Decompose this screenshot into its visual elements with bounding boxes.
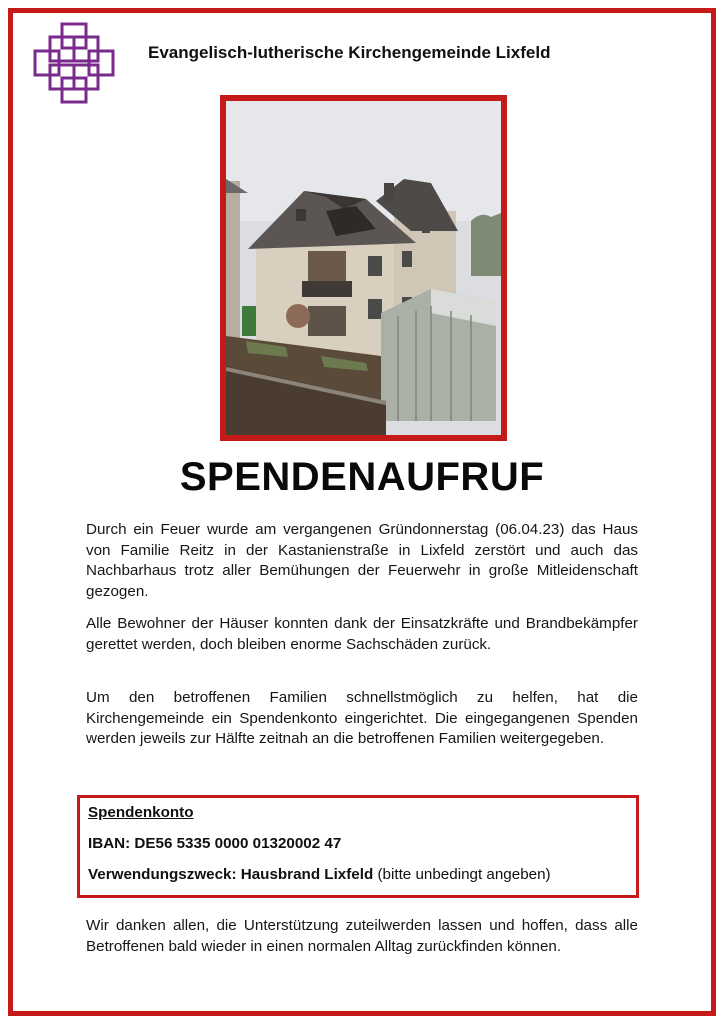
account-purpose bbox=[88, 866, 551, 883]
paragraph-residents-rescued: Alle Bewohner der Häuser konnten dank der Einsatzkräfte und Brandbekämpfer gerettet werden, doch bleiben enorme Sachschäden zurück. bbox=[86, 615, 638, 653]
paragraph-donation-account: Um den betroffenen Familien schnellstmöglich zu helfen, hat die Kirchengemeinde ein Spendenkonto eingerichtet. Die eingegangenen Spenden werden jeweils zur Hälfte zeitnah an die betroffenen Familien weitergegeben. bbox=[86, 689, 638, 747]
account-purpose-note: (bitte unbedingt angeben) bbox=[373, 866, 551, 883]
interlocking-squares-cross-logo-icon bbox=[33, 22, 115, 104]
page-title: SPENDENAUFRUF bbox=[179, 455, 545, 499]
donation-account-box bbox=[77, 795, 639, 898]
paragraph-thanks: Wir danken allen, die Unterstützung zuteilwerden lassen und hoffen, dass alle Betroffenen bald wieder in einen normalen Alltag zurückfinden können. bbox=[86, 917, 638, 955]
paragraph-fire-report: Durch ein Feuer wurde am vergangenen Gründonnerstag (06.04.23) das Haus von Familie Reitz in der Kastanienstraße in Lixfeld zerstört und auch das Nachbarhaus trotz aller Bemühungen der Feuerwehr in große Mitleidenschaft gezogen. bbox=[86, 521, 638, 600]
account-iban: IBAN: DE56 5335 0000 01320002 47 bbox=[88, 835, 342, 852]
account-heading: Spendenkonto bbox=[88, 804, 194, 821]
burned-house-photo bbox=[220, 95, 507, 441]
organization-name: Evangelisch-lutherische Kirchengemeinde Lixfeld bbox=[148, 43, 551, 62]
account-purpose-label: Verwendungszweck: Hausbrand Lixfeld bbox=[88, 866, 374, 883]
